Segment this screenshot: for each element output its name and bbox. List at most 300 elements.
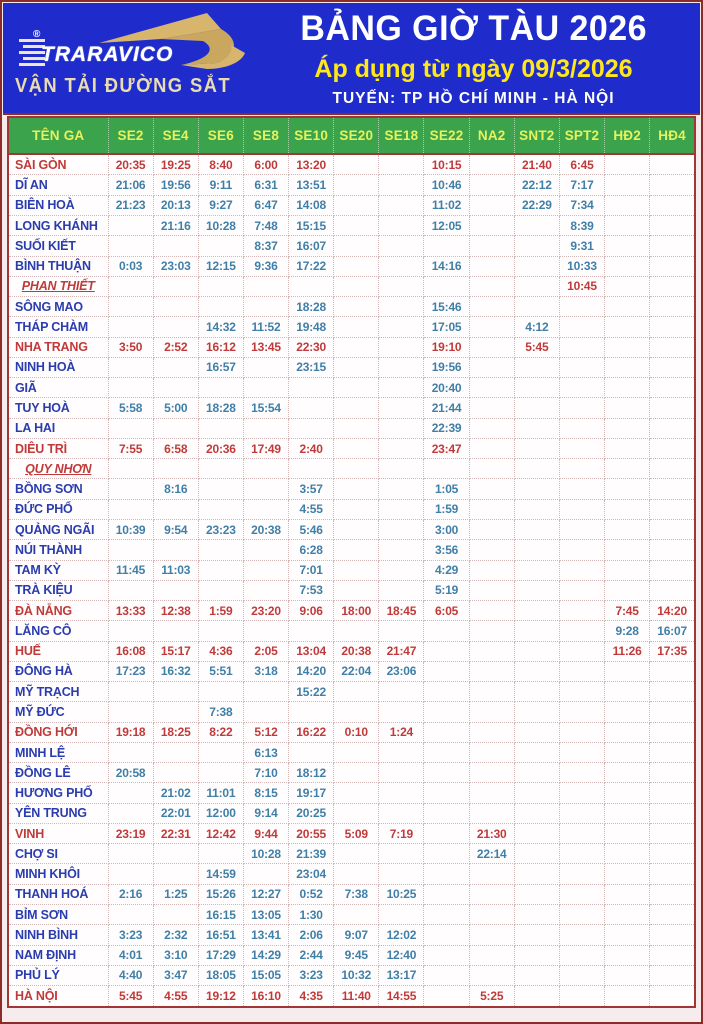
time-cell [469, 256, 514, 276]
time-cell: 1:59 [424, 499, 469, 519]
time-cell [469, 722, 514, 742]
time-cell [469, 337, 514, 357]
table-row [8, 601, 695, 621]
table-row [8, 459, 695, 479]
brand-tagline: VẬN TẢI ĐƯỜNG SẮT [15, 75, 231, 97]
time-cell: 4:40 [108, 965, 153, 985]
time-cell: 22:01 [153, 803, 198, 823]
table-row [8, 884, 695, 904]
time-cell [559, 965, 604, 985]
time-cell: 14:08 [289, 195, 334, 215]
company-logo [3, 3, 261, 113]
time-cell [469, 580, 514, 600]
time-cell: 9:45 [334, 945, 379, 965]
time-cell: 11:45 [108, 560, 153, 580]
time-cell [424, 884, 469, 904]
time-cell [559, 986, 604, 1007]
time-cell: 17:22 [289, 256, 334, 276]
time-cell [153, 276, 198, 296]
time-cell: 1:30 [289, 905, 334, 925]
time-cell [334, 702, 379, 722]
time-cell [605, 763, 650, 783]
time-cell [605, 236, 650, 256]
time-cell [559, 722, 604, 742]
time-cell: 16:15 [198, 905, 243, 925]
time-cell: 2:32 [153, 925, 198, 945]
time-cell [605, 864, 650, 884]
time-cell [243, 418, 288, 438]
table-row [8, 276, 695, 296]
table-row [8, 540, 695, 560]
station-name: MỸ ĐỨC [8, 702, 108, 722]
time-cell [334, 378, 379, 398]
time-cell [514, 621, 559, 641]
time-cell [289, 621, 334, 641]
time-cell: 15:26 [198, 884, 243, 904]
time-cell [243, 297, 288, 317]
time-cell: 9:11 [198, 175, 243, 195]
time-cell: 3:47 [153, 965, 198, 985]
time-cell: 12:02 [379, 925, 424, 945]
time-cell: 1:05 [424, 479, 469, 499]
table-row [8, 519, 695, 539]
column-header-train: SNT2 [514, 117, 559, 154]
time-cell [108, 317, 153, 337]
time-cell [469, 783, 514, 803]
time-cell [469, 864, 514, 884]
time-cell: 2:44 [289, 945, 334, 965]
time-cell [559, 763, 604, 783]
time-cell [605, 337, 650, 357]
time-cell: 9:28 [605, 621, 650, 641]
time-cell [424, 763, 469, 783]
time-cell [605, 905, 650, 925]
time-cell: 3:56 [424, 540, 469, 560]
time-cell [289, 742, 334, 762]
time-cell [198, 236, 243, 256]
station-name: BÌNH THUẬN [8, 256, 108, 276]
time-cell [650, 965, 695, 985]
time-cell: 7:53 [289, 580, 334, 600]
time-cell [469, 682, 514, 702]
time-cell [469, 438, 514, 458]
table-row [8, 398, 695, 418]
time-cell [243, 499, 288, 519]
column-header-train: SE2 [108, 117, 153, 154]
time-cell: 17:29 [198, 945, 243, 965]
time-cell [514, 438, 559, 458]
time-cell [243, 276, 288, 296]
station-name: SUỐI KIẾT [8, 236, 108, 256]
station-name: SÀI GÒN [8, 154, 108, 175]
time-cell [153, 864, 198, 884]
time-cell: 20:25 [289, 803, 334, 823]
table-row [8, 256, 695, 276]
time-cell: 23:04 [289, 864, 334, 884]
table-row [8, 297, 695, 317]
time-cell: 4:12 [514, 317, 559, 337]
time-cell [650, 459, 695, 479]
time-cell: 10:28 [243, 844, 288, 864]
time-cell: 18:25 [153, 722, 198, 742]
time-cell [153, 459, 198, 479]
time-cell [650, 317, 695, 337]
time-cell [334, 438, 379, 458]
time-cell: 20:40 [424, 378, 469, 398]
station-name: MINH LỆ [8, 742, 108, 762]
time-cell [469, 661, 514, 681]
table-row [8, 763, 695, 783]
time-cell: 4:36 [198, 641, 243, 661]
time-cell [650, 763, 695, 783]
time-cell [559, 682, 604, 702]
time-cell [605, 154, 650, 175]
table-row [8, 742, 695, 762]
time-cell [108, 783, 153, 803]
time-cell: 7:38 [198, 702, 243, 722]
time-cell [334, 540, 379, 560]
station-name: TRÀ KIỆU [8, 580, 108, 600]
time-cell: 17:49 [243, 438, 288, 458]
time-cell: 3:00 [424, 519, 469, 539]
time-cell [424, 682, 469, 702]
time-cell: 12:40 [379, 945, 424, 965]
time-cell [605, 175, 650, 195]
time-cell [650, 823, 695, 843]
time-cell: 14:29 [243, 945, 288, 965]
time-cell: 13:45 [243, 337, 288, 357]
table-row [8, 560, 695, 580]
registered-mark: ® [33, 29, 41, 40]
time-cell: 10:33 [559, 256, 604, 276]
time-cell [559, 357, 604, 377]
station-name: MINH KHÔI [8, 864, 108, 884]
time-cell: 6:28 [289, 540, 334, 560]
station-name: BỈM SƠN [8, 905, 108, 925]
time-cell [605, 256, 650, 276]
table-row [8, 479, 695, 499]
table-row [8, 844, 695, 864]
time-cell [289, 702, 334, 722]
station-name: NÚI THÀNH [8, 540, 108, 560]
time-cell: 6:31 [243, 175, 288, 195]
table-row [8, 215, 695, 235]
time-cell: 21:47 [379, 641, 424, 661]
time-cell: 4:55 [289, 499, 334, 519]
station-name: PHAN THIẾT [8, 276, 108, 296]
table-row [8, 925, 695, 945]
time-cell [334, 337, 379, 357]
time-cell [605, 418, 650, 438]
time-cell [108, 621, 153, 641]
time-cell [379, 742, 424, 762]
time-cell [514, 560, 559, 580]
time-cell: 18:28 [289, 297, 334, 317]
time-cell [108, 844, 153, 864]
time-cell: 6:00 [243, 154, 288, 175]
time-cell: 6:58 [153, 438, 198, 458]
time-cell [108, 276, 153, 296]
time-cell [605, 884, 650, 904]
time-cell [514, 986, 559, 1007]
time-cell [514, 905, 559, 925]
time-cell [198, 418, 243, 438]
time-cell [153, 682, 198, 702]
time-cell: 11:40 [334, 986, 379, 1007]
time-cell [379, 803, 424, 823]
station-name: BIÊN HOÀ [8, 195, 108, 215]
time-cell [650, 925, 695, 945]
time-cell [379, 438, 424, 458]
time-cell: 16:07 [650, 621, 695, 641]
time-cell: 16:22 [289, 722, 334, 742]
time-cell [605, 438, 650, 458]
time-cell: 3:50 [108, 337, 153, 357]
time-cell [334, 357, 379, 377]
time-cell: 0:52 [289, 884, 334, 904]
table-row [8, 722, 695, 742]
station-name: NINH BÌNH [8, 925, 108, 945]
time-cell [334, 256, 379, 276]
time-cell [334, 317, 379, 337]
time-cell [424, 641, 469, 661]
time-cell: 16:57 [198, 357, 243, 377]
time-cell [334, 621, 379, 641]
time-cell [469, 479, 514, 499]
time-cell [559, 702, 604, 722]
time-cell [559, 661, 604, 681]
time-cell: 5:00 [153, 398, 198, 418]
time-cell [379, 317, 424, 337]
station-name: NHA TRANG [8, 337, 108, 357]
time-cell: 7:48 [243, 215, 288, 235]
table-row [8, 905, 695, 925]
time-cell [379, 580, 424, 600]
time-cell [559, 864, 604, 884]
time-cell: 16:32 [153, 661, 198, 681]
time-cell [243, 621, 288, 641]
time-cell [469, 357, 514, 377]
time-cell [605, 317, 650, 337]
time-cell [334, 479, 379, 499]
time-cell [198, 479, 243, 499]
time-cell [605, 661, 650, 681]
time-cell [605, 195, 650, 215]
time-cell [469, 742, 514, 762]
time-cell [379, 864, 424, 884]
time-cell [198, 742, 243, 762]
time-cell: 8:40 [198, 154, 243, 175]
time-cell: 11:01 [198, 783, 243, 803]
time-cell [469, 154, 514, 175]
time-cell [334, 215, 379, 235]
time-cell: 19:10 [424, 337, 469, 357]
time-cell [108, 459, 153, 479]
time-cell: 14:20 [289, 661, 334, 681]
column-header-train: SE6 [198, 117, 243, 154]
time-cell [108, 702, 153, 722]
time-cell: 13:51 [289, 175, 334, 195]
time-cell: 21:16 [153, 215, 198, 235]
timetable-table [7, 116, 696, 1008]
time-cell [379, 499, 424, 519]
time-cell: 22:14 [469, 844, 514, 864]
time-cell [424, 823, 469, 843]
table-row [8, 641, 695, 661]
time-cell [559, 641, 604, 661]
time-cell: 5:58 [108, 398, 153, 418]
time-cell: 1:24 [379, 722, 424, 742]
station-name: QUY NHƠN [8, 459, 108, 479]
time-cell: 2:06 [289, 925, 334, 945]
time-cell [469, 195, 514, 215]
time-cell [514, 803, 559, 823]
time-cell [514, 479, 559, 499]
time-cell: 20:38 [334, 641, 379, 661]
column-header-train: NA2 [469, 117, 514, 154]
time-cell [559, 742, 604, 762]
time-cell [559, 884, 604, 904]
time-cell: 20:13 [153, 195, 198, 215]
time-cell: 1:59 [198, 601, 243, 621]
time-cell [153, 621, 198, 641]
time-cell [153, 742, 198, 762]
brand-name: TRARAVICO [41, 43, 174, 66]
time-cell: 2:05 [243, 641, 288, 661]
time-cell [650, 540, 695, 560]
time-cell [424, 965, 469, 985]
table-row [8, 378, 695, 398]
time-cell [334, 459, 379, 479]
time-cell: 22:29 [514, 195, 559, 215]
time-cell [289, 378, 334, 398]
table-row [8, 418, 695, 438]
time-cell: 20:35 [108, 154, 153, 175]
time-cell: 13:41 [243, 925, 288, 945]
time-cell: 9:14 [243, 803, 288, 823]
time-cell: 7:55 [108, 438, 153, 458]
station-name: LĂNG CÔ [8, 621, 108, 641]
station-name: THÁP CHÀM [8, 317, 108, 337]
time-cell [289, 398, 334, 418]
timetable [7, 116, 696, 1008]
time-cell [650, 337, 695, 357]
time-cell [153, 297, 198, 317]
time-cell [424, 945, 469, 965]
time-cell [243, 540, 288, 560]
time-cell [469, 641, 514, 661]
time-cell [243, 580, 288, 600]
time-cell: 22:12 [514, 175, 559, 195]
page-title: BẢNG GIỜ TÀU 2026 [300, 8, 647, 48]
column-header-train: SE18 [379, 117, 424, 154]
time-cell: 20:55 [289, 823, 334, 843]
time-cell [605, 945, 650, 965]
table-row [8, 195, 695, 215]
time-cell [605, 560, 650, 580]
time-cell [469, 884, 514, 904]
time-cell: 1:25 [153, 884, 198, 904]
time-cell [514, 702, 559, 722]
time-cell: 9:54 [153, 519, 198, 539]
time-cell [198, 560, 243, 580]
time-cell: 8:16 [153, 479, 198, 499]
time-cell [559, 438, 604, 458]
table-row [8, 823, 695, 843]
time-cell [650, 357, 695, 377]
time-cell: 21:02 [153, 783, 198, 803]
time-cell: 8:37 [243, 236, 288, 256]
time-cell: 5:12 [243, 722, 288, 742]
time-cell [334, 742, 379, 762]
time-cell [424, 702, 469, 722]
time-cell [605, 479, 650, 499]
time-cell [379, 540, 424, 560]
time-cell [289, 459, 334, 479]
station-name: HÀ NỘI [8, 986, 108, 1007]
time-cell [108, 905, 153, 925]
time-cell: 14:16 [424, 256, 469, 276]
timetable-head [8, 117, 695, 154]
time-cell: 7:19 [379, 823, 424, 843]
time-cell: 6:47 [243, 195, 288, 215]
time-cell [198, 844, 243, 864]
column-header-train: SPT2 [559, 117, 604, 154]
time-cell: 0:03 [108, 256, 153, 276]
station-name: ĐỒNG LÊ [8, 763, 108, 783]
time-cell [514, 783, 559, 803]
time-cell [650, 661, 695, 681]
time-cell: 9:27 [198, 195, 243, 215]
time-cell: 14:20 [650, 601, 695, 621]
time-cell: 20:58 [108, 763, 153, 783]
time-cell: 5:45 [514, 337, 559, 357]
time-cell [605, 297, 650, 317]
time-cell [514, 925, 559, 945]
time-cell: 19:12 [198, 986, 243, 1007]
time-cell [379, 621, 424, 641]
station-name: QUẢNG NGÃI [8, 519, 108, 539]
time-cell: 12:05 [424, 215, 469, 235]
time-cell [559, 621, 604, 641]
time-cell: 16:12 [198, 337, 243, 357]
time-cell [469, 398, 514, 418]
time-cell [198, 580, 243, 600]
time-cell [108, 540, 153, 560]
time-cell [514, 601, 559, 621]
time-cell [469, 965, 514, 985]
time-cell [469, 276, 514, 296]
time-cell: 3:57 [289, 479, 334, 499]
time-cell [469, 925, 514, 945]
time-cell [379, 905, 424, 925]
time-cell [559, 803, 604, 823]
time-cell [289, 418, 334, 438]
time-cell [379, 215, 424, 235]
time-cell [559, 925, 604, 945]
time-cell [469, 621, 514, 641]
time-cell: 16:07 [289, 236, 334, 256]
station-name: LA HAI [8, 418, 108, 438]
station-name: ĐỒNG HỚI [8, 722, 108, 742]
time-cell [514, 682, 559, 702]
time-cell [334, 580, 379, 600]
table-row [8, 803, 695, 823]
time-cell [424, 722, 469, 742]
time-cell: 18:05 [198, 965, 243, 985]
time-cell [605, 742, 650, 762]
time-cell [334, 560, 379, 580]
